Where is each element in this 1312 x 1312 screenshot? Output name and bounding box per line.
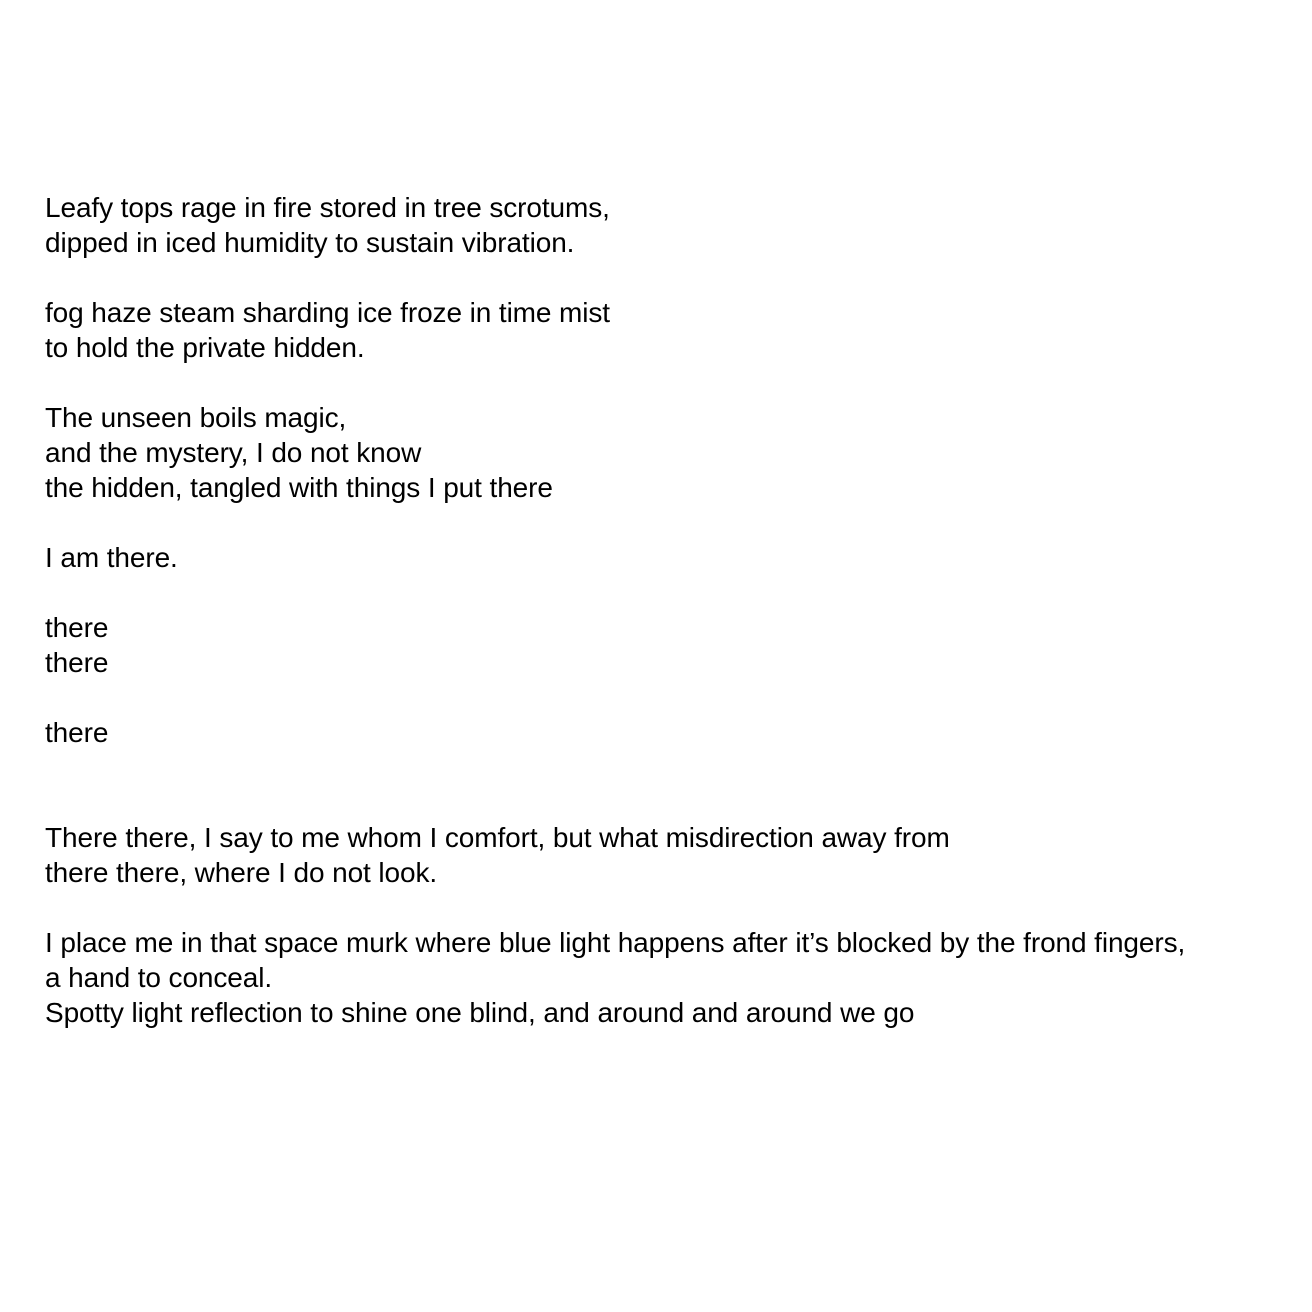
poem-line: fog haze steam sharding ice froze in time mist	[45, 297, 610, 328]
stanza	[45, 190, 1295, 260]
poem-line: dipped in iced humidity to sustain vibration.	[45, 227, 575, 258]
poem-line: I place me in that space murk where blue light happens after it’s blocked by the frond fingers,	[45, 927, 1186, 958]
poem-line: there	[45, 717, 109, 748]
stanza	[45, 610, 1295, 680]
stanza	[45, 820, 1295, 890]
stanza	[45, 540, 1295, 575]
stanza	[45, 295, 1295, 365]
poem-line: Spotty light reflection to shine one blind, and around and around we go	[45, 997, 915, 1028]
poem-line: to hold the private hidden.	[45, 332, 365, 363]
poem-line: there	[45, 647, 109, 678]
poem-line: there	[45, 612, 109, 643]
poem-line: and the mystery, I do not know	[45, 437, 422, 468]
stanza	[45, 400, 1295, 505]
poem-line: There there, I say to me whom I comfort, but what misdirection away from	[45, 822, 950, 853]
poem-text	[45, 190, 1295, 1065]
stanza	[45, 925, 1295, 1030]
poem-line: Leafy tops rage in fire stored in tree scrotums,	[45, 192, 610, 223]
poem-line: there there, where I do not look.	[45, 857, 438, 888]
poem-line: The unseen boils magic,	[45, 402, 347, 433]
poem-line: I am there.	[45, 542, 178, 573]
poem-line: the hidden, tangled with things I put there	[45, 472, 553, 503]
poem-line: a hand to conceal.	[45, 962, 273, 993]
stanza	[45, 715, 1295, 750]
